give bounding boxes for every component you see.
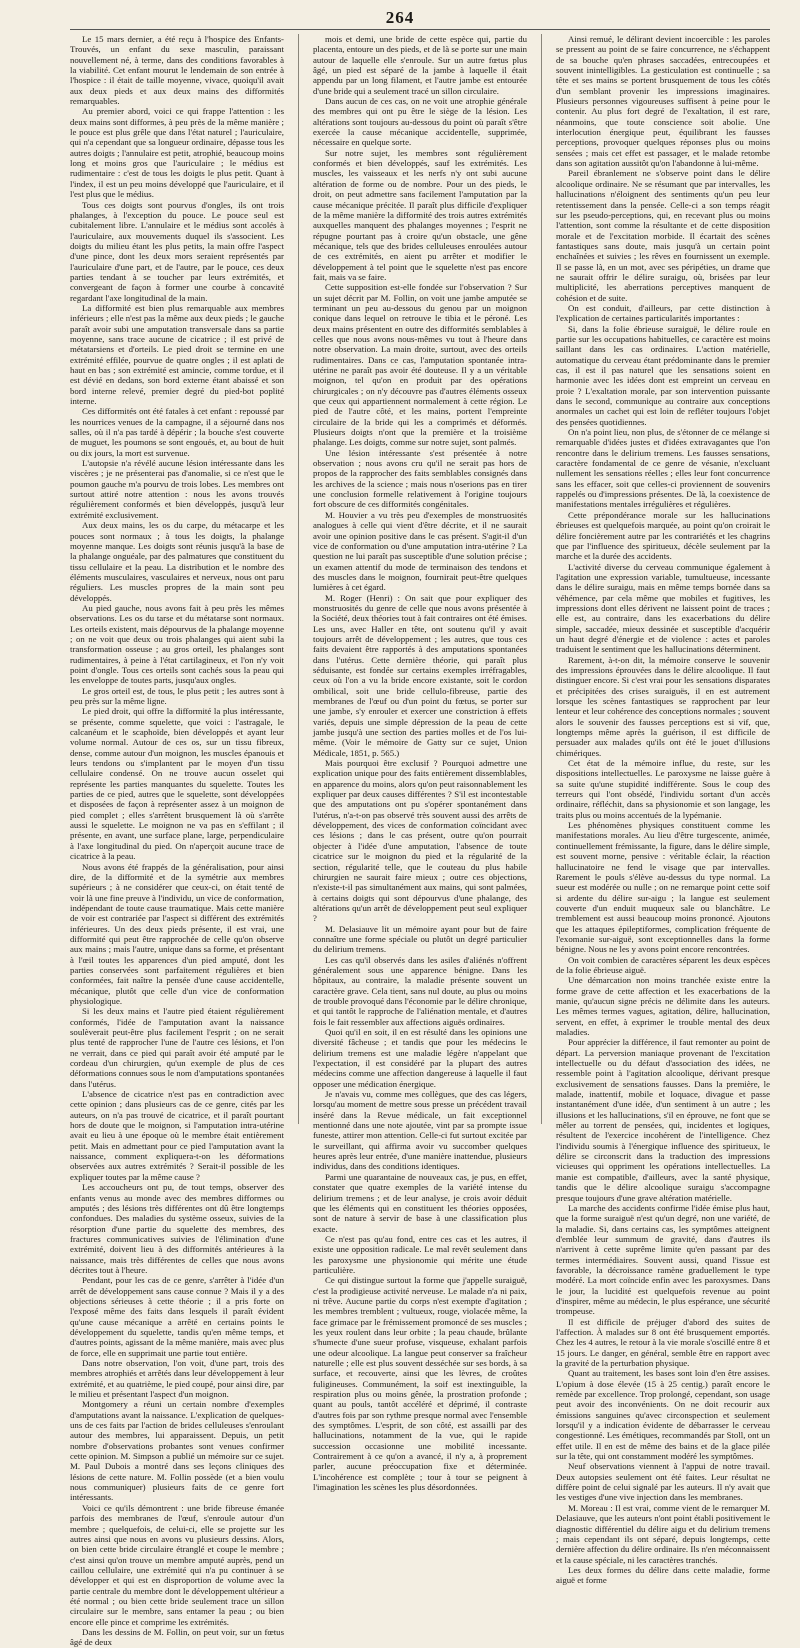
paragraph: Dans les dessins de M. Follin, on peut voir, sur un fœtus âgé de deux	[70, 1626, 284, 1648]
paragraph: Montgomery a réuni un certain nombre d'exemples d'amputations avant la naissance. L'explication de quelques-uns de ces faits par l'action de brides celluleuses s'enroulant autour des membres, lui apparaissent. Depuis, un petit nombre d'observations probantes sont venues confirmer cette opinion. M. Simpson a publié un mémoire sur ce sujet. M. Paul Dubois a montré dans ses leçons cliniques des lésions de cette nature. M. Follin possède (et a bien voulu nous communiquer) plusieurs faits de ce genre fort intéressants.	[70, 1399, 284, 1503]
paragraph: Les cas qu'il observés dans les asiles d'aliénés n'offrent généralement sous une apparence bénigne. Dans les hôpitaux, au contraire, la maladie présente souvent un caractère grave. Cela tient, sans nul doute, au plus ou moins de trouble provoqué dans l'économie par le délire chronique, et qui tantôt le rapproche de l'aliénation mentale, et d'autres fois le fait ressembler aux affections aiguës ordinaires.	[313, 954, 527, 1027]
header-rule	[70, 29, 770, 30]
paragraph: Pareil ébranlement ne s'observe point dans le délire alcoolique ordinaire. Ne se résumant que par intervalles, les hallucinations n'éloignent des sentiments qu'un peu leur retentissement dans la pensée. Celle-ci a son temps réagit sur les pseudo-perceptions, qui, en recevant plus ou moins l'attention, sont comme la résultante et de cette disposition morale et de l'excitation morbide. Il écartait des scènes fantastiques sans doute, mais jusqu'à un certain point enchaînées et suivies ; les rêves en fournissent un exemple. Il se passe là, en un mot, avec ses péripéties, un drame que ne saurait offrir le délire suraigu, où, brisées par leur multiplicité, les aberrations perceptives manquent de cohésion et de suite.	[556, 168, 770, 303]
paragraph: Les phénomènes physiques constituent comme les manifestations morales. Au lieu d'être turgescente, animée, continuellement frémissante, la figure, dans le délire simple, est souvent morne, pensive : véritable éclair, la réaction hallucinatoire ne fend le visage que par intervalles. Rarement le pouls s'élève au-dessus du type normal. La sueur est modérée ou nulle ; on ne remarque point cette soif si ardente du délire sur-aigu ; la langue est seulement couverte d'un enduit muqueux sale ou blanchâtre. Le tremblement est aussi beaucoup moins prononcé. Ajoutons que les attaques épileptiformes, complication fréquente de l'exomanie sur-aiguë, sont exceptionnelles dans la forme bénigne. Nous ne les y avons point encore rencontrées.	[556, 820, 770, 955]
paragraph: mois et demi, une bride de cette espèce qui, partie du placenta, entoure un des pieds, et de là se porte sur une main autour de laquelle elle s'enroule. Sur un autre fœtus plus âgé, un pied est séparé de la jambe à laquelle il était appendu par un long filament, et l'autre jambe est entourée d'une bride qui a seulement tracé un sillon circulaire.	[313, 34, 527, 96]
column-left	[70, 34, 284, 1648]
paragraph: L'activité diverse du cerveau communique également à l'agitation une expression variable, tumultueuse, incessante dans le délire suraigu, mais en même temps bornée dans sa véhémence, par cela même que mobiles et fugitives, les impressions dont elles dérivent ne laissent point de traces ; elle est, au contraire, dans les exacerbations du délire simple, saccadée, mieux dessinée et susceptible d'acquérir un haut degré d'énergie et de violence : actes et paroles traduisent le sentiment que les hallucinations déterminent.	[556, 561, 770, 655]
paragraph: M. Roger (Henri) : On sait que pour expliquer des monstruosités du genre de celle que nous avons présentée à la Société, deux théories tout à fait contraires ont été émises. Les uns, avec Haller en tête, ont soutenu qu'il y avait toujours arrêt de développement ; les autres, que tous ces faits devaient être rapportés à des amputations spontanées dans l'utérus. Cette dernière théorie, qui paraît plus séduisante, est fondée sur certains exemples irréfragables, ceux où l'on a vu la bride encore existante, soit le cordon ombilical, soit une bride cellulo-fibreuse, partie des membranes de l'œuf ou d'un point du fœtus, se porter sur une jambe, s'y enrouler et exercer une constriction à effets variés, depuis une simple dépression de la peau de cette jambe jusqu'à une section des parties molles et de l'os lui-même. (Voir le mémoire de Gatty sur ce sujet, Union Médicale, 1851, p. 565.)	[313, 592, 527, 758]
paragraph: Rarement, à-t-on dit, la mémoire conserve le souvenir des impressions éprouvées dans le délire alcoolique. Il faut distinguer encore. Si c'est vrai pour les sensations disparates et précipitées des crises suraiguës, il en est autrement lorsque les scènes fantastiques se rapprochent par leur lenteur et leur cohérence des conceptions normales ; souvent alors le souvenir des fausses perceptions est si vif, que, longtemps même après la guérison, il est difficile de persuader aux malades qu'ils ont été le jouet d'illusions chimériques.	[556, 654, 770, 758]
paragraph: La difformité est bien plus remarquable aux membres inférieurs ; elle n'est pas la même aux deux pieds ; le gauche paraît avoir subi une amputation transversale dans sa partie moyenne, sans trace aucune de cicatrice ; il est privé de métatarsiens et d'orteils. Le pied droit se termine en une extrémité effilée, pourvue de quatre ongles ; il est aplati de haut en bas ; son extrémité est amincie, comme tordue, et il est dévié en dedans, son bord externe étant abaissé et son bord interne relevé, premier degré du pied-bot poplité interne.	[70, 302, 284, 407]
paragraph: Pour apprécier la différence, il faut remonter au point de départ. La perversion maniaque provenant de l'excitation intellectuelle ou du défaut d'association des idées, ne ressemble point à l'agitation alcoolique, dérivant presque exclusivement de sensations fausses. Dans la première, le malade, inattentif, mobile et loquace, divague et passe instantanément d'une idée, d'un sentiment à un autre ; les illusions et les hallucinations, s'il en éprouve, ne font que se mêler au torrent de pensées, qui, incidentes et logiques, résultent de l'exercice incohérent de l'intelligence. Chez l'individu soumis à l'énergique influence des spiritueux, le délire se circonscrit dans la traduction des impressions vicieuses qui oppriment les opérations intellectuelles. La manie est compatible, d'ailleurs, avec la santé physique, tandis que le délire alcoolique suraigu s'accompagne presque toujours d'une grave altération matérielle.	[556, 1037, 770, 1203]
paragraph: On est conduit, d'ailleurs, par cette distinction à l'explication de certaines particularités importantes :	[556, 302, 770, 324]
paragraph: Parmi une quarantaine de nouveaux cas, je pus, en effet, constater que quatre exemples de la variété intense du delirium tremens ; et de leur analyse, je crois avoir déduit que les éléments qui en constituent les théories opposées, sont de nature à servir de base à une classification plus exacte.	[313, 1171, 527, 1234]
paragraph: M. Houvier a vu très peu d'exemples de monstruosités analogues à celle qui vient d'être décrite, et il ne saurait avoir une opinion positive dans le cas présent. S'agit-il d'un vice de conformation ou d'une amputation intra-utérine ? La question ne lui paraît pas susceptible d'une solution précise ; un examen attentif du mode de terminaison des tendons et des muscles dans le moignon, fournirait peut-être quelques lumières à cet égard.	[313, 509, 527, 593]
paragraph: Quant au traitement, les bases sont loin d'en être assises. L'opium à dose élevée (15 à 25 centig.) paraît encore le remède par excellence. Trop prolongé, cependant, son usage peut avoir des inconvénients. On ne doit recourir aux émissions sanguines qu'avec circonspection et seulement lorsqu'il y a indication évidente de débarrasser le cerveau congestionné. Les émétiques, recommandés par Stoll, ont un effet utile. Il en est de même des bains et de la glace pilée sur la tête, qui ont constamment modéré les symptômes.	[556, 1368, 770, 1462]
paragraph: Aux deux mains, les os du carpe, du métacarpe et les pouces sont normaux ; à tous les doigts, la phalange moyenne manque. Les doigts sont réunis jusqu'à la base de la phalange onguéale, par des palmatures que constituent du tissu cellulaire et la peau. La distribution et le nombre des éléments musculaires, vasculaires et nerveux, nous ont paru réguliers. Les muscles propres de la main sont peu développés.	[70, 520, 284, 603]
paragraph: Cette supposition est-elle fondée sur l'observation ? Sur un sujet décrit par M. Follin, on voit une jambe amputée se terminant un peu au-dessous du genou par un moignon conique dans lequel on retrouve le tibia et le péroné. Les deux mains présentent en outre des difformités semblables à celles que nous avons nous-mêmes vu tout à l'heure dans notre observation. La main droite, surtout, avec des orteils rudimentaires. Dans ce cas, l'amputation spontanée intra-utérine ne paraît pas avoir été douteuse. Il y a un véritable moignon, tel qu'on en produit par des opérations chirurgicales ; on n'y découvre pas d'autres éléments osseux que ceux qui appartiennent normalement à cette région. Le pied de l'autre côté, et les mains, portent l'empreinte circulaire de la bride qui les a comprimés et déformés. Plusieurs doigts n'ont que la première et la troisième phalange. Les doigts, comme sur notre sujet, sont palmés.	[313, 282, 527, 448]
paragraph: On n'a point lieu, non plus, de s'étonner de ce mélange si remarquable d'idées justes et d'idées extravagantes que l'on rencontre dans le delirium tremens. Les fausses sensations, caractère fondamental de ce genre de vésanie, n'excluant nullement les sensations réelles ; elles leur font concurrence sans les effacer, soit que celles-ci proviennent de souvenirs rappelés ou d'impressions présentes. De là, la coexistence de manifestations mentales irrégulières et régulières.	[556, 427, 770, 510]
page-number: 264	[385, 8, 415, 27]
paragraph: L'autopsie n'a révélé aucune lésion intéressante dans les viscères ; je ne présenterai pas d'anomalie, si ce n'est que le poumon gauche m'a pourvu de trois lobes. Les membres ont surtout attiré notre attention : nous les avons trouvés régulièrement conformés et bien développés, jusqu'à leur extrémité exclusivement.	[70, 458, 284, 520]
text-columns	[70, 34, 770, 1648]
paragraph: Le gros orteil est, de tous, le plus petit ; les autres sont à peu près sur la même ligne.	[70, 685, 284, 706]
paragraph: Neuf observations viennent à l'appui de notre travail. Deux autopsies seulement ont été faites. Leur résultat ne diffère point de celui signalé par les auteurs. Il n'y avait que les vestiges d'une vive injection dans les membranes.	[556, 1461, 770, 1503]
paragraph: Je n'avais vu, comme mes collègues, que des cas légers, lorsqu'au moment de mettre sous presse un précédent travail inséré dans la Revue médicale, un fait exceptionnel mentionné dans une note ajoutée, vint par sa prompte issue funeste, attirer mon attention. Celle-ci fut surtout excitée par le surveillant, qui affirma avoir vu succomber quelques heures après leur entrée, d'une manière inattendue, plusieurs individus, dans des conditions identiques.	[313, 1089, 527, 1172]
column-middle	[313, 34, 527, 1493]
paragraph: Pendant, pour les cas de ce genre, s'arrêter à l'idée d'un arrêt de développement sans cause connue ? Mais il y a des objections sérieuses à cette théorie ; il a pris forte on l'exposé même des faits dans lesquels il paraît évident qu'une cause mécanique a arrêté en certains points le développement du squelette, tandis qu'en même temps, et d'autres points, agissant de la même manière, mais avec plus de force, elle en supprimait une partie tout entière.	[70, 1275, 284, 1358]
paragraph: Voici ce qu'ils démontrent : une bride fibreuse émanée parfois des membranes de l'œuf, s'enroule autour d'un membre ; quelquefois, de celui-ci, elle se projette sur les autres ainsi que nous en avons vu plusieurs dessins. Alors, on bien cette bride circulaire étranglé et coupe le membre ; c'est ainsi qu'on trouve un membre amputé auprès, pend un caillou cellulaire, une extrémité qui n'a pu continuer à se développer et qui est en disproportion de volume avec la partie centrale du membre dont le développement ultérieur a été normal ; ou bien cette bride seulement trace un sillon circulaire sur le membre, sans entamer la peau ; ou bien encore elle pince et comprime les extrémités.	[70, 1502, 284, 1627]
paragraph: Dans notre observation, l'on voit, d'une part, trois des membres atrophiés et arrêtés dans leur développement à leur extrémité, et au quatrième, le pied coupé, pour ainsi dire, par le milieu et présentant l'aspect d'un moignon.	[70, 1358, 284, 1400]
paragraph: Le 15 mars dernier, a été reçu à l'hospice des Enfants-Trouvés, un enfant du sexe masculin, paraissant nouvellement né, à terme, dans des conditions favorables à la viabilité. Cet enfant mourut le lendemain de son entrée à l'hospice : il était de taille moyenne, vivace, quoiqu'il avait aux deux pieds et aux deux mains des difformités remarquables.	[70, 34, 284, 107]
paragraph: Ainsi remué, le délirant devient incoercible : les paroles se pressent au point de se faire concurrence, ne s'échappent de sa bouche qu'en phrases saccadées, entrecoupées et souvent inintelligibles. La gesticulation est continuelle ; sa tête et ses mains se portent brusquement de tous les côtés d'un semblant provenir les impressions imaginaires. Plusieurs personnes vigoureuses suffisent à peine pour le contenir. Au plus fort degré de l'exaltation, il est rare, néanmoins, que toute conscience soit abolie. Une interlocution énergique peut, équilibrant les fausses perceptions, provoquer quelques réponses plus ou moins sensées ; mais cet effet est passager, et le malade retombe dans son agitation aussitôt qu'on l'abandonne à lui-même.	[556, 34, 770, 169]
paragraph: Sur notre sujet, les membres sont régulièrement conformés et bien développés, sauf les extrémités. Les muscles, les vaisseaux et les nerfs n'y ont subi aucune altération de forme ou de nombre. Pour un des pieds, le droit, on peut admettre sans facilement l'amputation par la cause mécanique précitée. Il paraît plus difficile d'expliquer de la même manière la difformité des trois autres extrémités auxquelles manquent des phalanges moyennes ; l'esprit ne répugne pourtant pas à croire qu'un obstacle, une gêne mécanique, tels que des brides celluleuses enroulées autour de ces extrémités, en aient pu arrêter et modifier le développement à tel point que le squelette n'est pas encore fait, mais va se faire.	[313, 147, 527, 282]
paragraph: Il est difficile de préjuger d'abord des suites de l'affection. À malades sur 8 ont été brusquement emportés. Chez les 4 autres, le retour à la vie morale s'oscillé entre 8 et 15 jours. Le danger, en général, semble être en rapport avec la gravité de la perturbation physique.	[556, 1316, 770, 1368]
paragraph: Ces difformités ont été fatales à cet enfant : repoussé par les nourrices venues de la campagne, il a séjourné dans nos salles, où il n'a pas tardé à dépérir ; la bouche s'est couverte de muguet, les poumons se sont engoués, et, au bout de huit ou dix jours, la mort est survenue.	[70, 406, 284, 458]
paragraph: Tous ces doigts sont pourvus d'ongles, ils ont trois phalanges, à l'exception du pouce. Le pouce seul est cubitalement libre. L'annulaire et le médius sont accolés à l'auriculaire, aux mouvements duquel ils s'associent. Les doigts du milieu étant les plus petits, la main offre l'aspect d'une pince, dont les deux mors seraient représentés par l'auriculaire d'une part, et de l'autre, par le pouce, ces deux parties tendant à se toucher par leurs extrémités, et convergeant de façon à former une courbe à concavité regardant l'axe longitudinal de la main.	[70, 199, 284, 303]
paragraph: Ce n'est pas qu'au fond, entre ces cas et les autres, il existe une opposition radicale. Le mal revêt seulement dans les paroxysme une physionomie qui mérite une étude particulière.	[313, 1233, 527, 1275]
paragraph: Une lésion intéressante s'est présentée à notre observation ; nous avons cru qu'il ne serait pas hors de propos de la rapprocher des faits semblables consignés dans les archives de la science ; mais nous n'oserions pas en tirer une conclusion formelle relativement à l'origine toujours fort obscure de ces difformités congénitales.	[313, 447, 527, 510]
paragraph: Les deux formes du délire dans cette maladie, forme aiguë et forme	[556, 1564, 770, 1586]
paragraph: On voit combien de caractères séparent les deux espèces de la folie ébrieuse aiguë.	[556, 954, 770, 975]
column-divider	[541, 34, 542, 1124]
paragraph: Au pied gauche, nous avons fait à peu près les mêmes observations. Les os du tarse et du métatarse sont normaux. Les orteils existent, mais dépourvus de la phalange moyenne ; on ne voit que deux ou trois phalanges qui aient subi la transformation osseuse ; au gros orteil, les phalanges sont rudimentaires, à peine à l'état cartilagineux, et l'on n'y voit point d'ongle. Tous ces orteils sont cachés sous la peau qui les enveloppe de toutes parts, jusqu'aux ongles.	[70, 602, 284, 686]
paragraph: Si, dans la folie ébrieuse suraiguë, le délire roule en partie sur les occupations habituelles, ce caractère est moins saillant dans les cas ordinaires. L'action matérielle, automatique du cerveau étant prédominante dans le premier cas, il est il pas naturel que les sensations soient en harmonie avec les idées dont est empreint un cerveau en proie ? L'exaltation morale, par son intervention puissante dans le second, communique au contraire aux conceptions anormales un cachet qui est loin de refléter toujours l'objet des pensées quotidiennes.	[556, 323, 770, 427]
paragraph: Au premier abord, voici ce qui frappe l'attention : les deux mains sont difformes, à peu près de la même manière ; le pouce est plus grêle que dans l'état naturel ; l'auriculaire, qui n'a cependant que sa longueur ordinaire, dépasse tous les autres doigts ; l'annulaire est petit, atrophié, beaucoup moins long et moins gros que l'auriculaire ; le médius est rudimentaire : c'est de tous les doigts le plus petit. Quant à l'index, il est un peu moins développé que l'auriculaire, et il l'est plus que le médius.	[70, 106, 284, 200]
paragraph: Si les deux mains et l'autre pied étaient régulièrement conformés, l'idée de l'amputation avant la naissance soulèverait peut-être plus facilement l'esprit ; on ne serait plus tenté de rapprocher l'une de l'autre ces lésions, et l'on ne verrait, dans ce pied qui paraît avoir été amputé par le cordeau d'un chirurgien, qu'un exemple de plus de ces déformations connues sous le nom d'amputations spontanées dans l'utérus.	[70, 1006, 284, 1089]
paragraph: Cette prépondérance morale sur les hallucinations ébrieuses est quelquefois marquée, au point qu'on croirait le délire foncièrement autre par les contrariétés et les chagrins que par l'influence des spiritueux, décèle seulement par la marche et la durée des accidents.	[556, 509, 770, 562]
paragraph: Les accoucheurs ont pu, de tout temps, observer des enfants venus au monde avec des membres difformes ou amputés ; des lésions très différentes ont dû être longtemps confondues. Des maladies du système osseux, suivies de la résorption d'une partie du squelette des membres, des fractures communicatives suivies de l'élimination d'une extrémité, doivent lieu à des difformités antérieures à la naissance, mais très différentes de celles que nous avons décrites tout à l'heure.	[70, 1182, 284, 1275]
paragraph: Ce qui distingue surtout la forme que j'appelle suraiguë, c'est la prodigieuse activité nerveuse. Le malade n'a ni paix, ni trêve. Aucune partie du corps n'est exempte d'agitation ; les membres tremblent ; vultueux, rouge, violacée même, la face grimace par le frémissement promoncé de ses muscles ; les yeux roulent dans leur orbite ; la peau chaude, brûlante s'humecte d'une sueur profuse, visqueuse, exhalant parfois une odeur alcoolique. La langue peut conserver sa fraîcheur naturelle ; elle est plus souvent desséchée sur ses bords, à sa surface, et recouverte, ainsi que les lèvres, de croûtes fuligineuses. Communément, la soif est inextinguible, la respiration plus ou moins gênée, la prostration profonde ; quant au pouls, tantôt accéléré et déprimé, il contraste d'autres fois par son rythme presque normal avec l'ensemble des symptômes. L'esprit, de son côté, est assailli par des hallucinations, notamment de la vue, qui le rapide succession occasionne une mobilité incessante. Contrairement à ce qu'on a avancé, il n'y a, à proprement parler, aucune préoccupation fixe et déterminée. L'incohérence est complète ; tour à tour se peignent à l'imagination les scènes les plus désordonnées.	[313, 1275, 527, 1493]
paragraph: M. Delasiauve lit un mémoire ayant pour but de faire connaître une forme spéciale ou plutôt un degré particulier du delirium tremens.	[313, 923, 527, 955]
paragraph: Une démarcation non moins tranchée existe entre la forme grave de cette affection et les exacerbations de la manie, qu'aucun signe précis ne délimite dans les auteurs. Les mêmes termes vagues, agitation, délire, hallucination, servent, en effet, à exprimer le trouble mental des deux maladies.	[556, 975, 770, 1037]
paragraph: La marche des accidents confirme l'idée émise plus haut, que la forme suraiguë n'est qu'un degré, non une variété, de la maladie. Si, dans certains cas, les symptômes atteignent d'emblée leur summum de gravité, dans d'autres ils n'arrivent à cette suprême limite qu'en passant par des termes intermédiaires. Souvent aussi, quand l'issue est favorable, la décroissance ramène graduellement le type modéré. La mort coïncide enfin avec les paroxysmes. Dans le jour, la lucidité est quelquefois revenue au point d'inspirer, même au médecin, le plus espérance, une sécurité trompeuse.	[556, 1202, 770, 1317]
paragraph: Le pied droit, qui offre la difformité la plus intéressante, se présente, comme squelette, que voici : l'astragale, le calcanéum et le scaphoïde, bien développés et ayant leur volume normal. Autour de ces os, sur un tissu fibreux, dense, comme autour d'un moignon, les muscles épanouis et leurs tendons ou s'implantent par le moyen d'un tissu cellulaire condensé. On ne trouve aucun osselet qui représente les parties manquantes du squelette. Toutes les parties de ce pied, autres que le squelette, sont développées et disposées de façon à représenter assez à un moignon de pied complet ; elles s'arrêtent brusquement là où s'arrête aussi le squelette. Le moignon ne va pas en s'effilant ; il présente, en avant, une surface plane, large, perpendiculaire à l'axe longitudinal du pied. On n'aperçoit aucune trace de cicatrice à la peau.	[70, 706, 284, 862]
paragraph: L'absence de cicatrice n'est pas en contradiction avec cette opinion ; dans plusieurs cas de ce genre, cités par les auteurs, on n'a pas trouvé de cicatrice, et il paraît pourtant hors de doute que le moignon, si l'amputation intra-utérine avait eu lieu à une époque où le membre était entièrement petit. Mais en admettant pour ce pied l'amputation avant la naissance, comment expliquera-t-on les déformations observées aux autres extrémités ? Serait-il possible de les expliquer toutes par la même cause ?	[70, 1089, 284, 1182]
paragraph: Cet état de la mémoire influe, du reste, sur les dispositions intellectuelles. Le paroxysme ne laisse guère à sa suite qu'une stupidité indifférente. Sous le coup des terreurs qui l'ont obsédé, l'individu sortant d'un accès ordinaire, réfléchit, dans sa physionomie et son langage, les traits plus ou moins accentués de la lypémanie.	[556, 758, 770, 820]
paragraph: Dans aucun de ces cas, on ne voit une atrophie générale des membres qui ont pu être le siège de la lésion. Les altérations sont toujours au-dessous du point où paraît s'être exercée la cause mécanique accidentelle, supprimée, nécessaire en quelque sorte.	[313, 96, 527, 148]
paragraph: Quoi qu'il en soit, il en est résulté dans les opinions une diversité fâcheuse ; et tandis que pour les médecins le delirium tremens est une maladie légère n'appelant que l'expectation, il est considéré par la plupart des autres médecins comme une affection dangereuse à laquelle il faut opposer une médication énergique.	[313, 1027, 527, 1089]
paragraph: Mais pourquoi être exclusif ? Pourquoi admettre une explication unique pour des faits entièrement dissemblables, en apparence du moins, alors qu'on peut raisonnablement les expliquer par deux causes différentes ? S'il est incontestable que des amputations ont pu s'opérer spontanément dans l'utérus, n'a-t-on pas observé très souvent aussi des arrêts de développement, des vices de conformation coïncidant avec ces lésions ; dans le cas présent, outre qu'on pourrait objecter à l'idée d'une amputation, l'absence de toute cicatrice sur le moignon du pied et la régularité de la section, régularité telle, que le couteau du plus habile chirurgien ne saurait faire mieux ; outre ces objections, n'existe-t-il pas simultanément aux mains, qui sont palmées, à certains doigts qui sont dépourvus d'une phalange, des altérations qu'un arrêt de développement peut seul expliquer ?	[313, 758, 527, 924]
column-divider	[298, 34, 299, 1124]
column-right	[556, 34, 770, 1586]
paragraph: Nous avons été frappés de la généralisation, pour ainsi dire, de la difformité et de la symétrie aux membres supérieurs ; à ne considérer que ceux-ci, on était tenté de voir là une fine preuve à l'individu, un vice de conformation, indépendant de toute cause traumatique. Mais cette manière de voir est contrariée par l'aspect si différent des extrémités inférieures. Un des deux pieds présente, il est vrai, une difformité qui peut être rapprochée de celle qu'on observe aux mains ; mais l'autre, unique dans sa forme, et présentant à l'œil toutes les apparences d'un pied amputé, dont les parties conservées sont parfaitement régulières et bien conformées, fait naître la pensée d'une cause accidentelle, mécanique, plutôt que celle d'un vice de conformation physiologique.	[70, 861, 284, 1006]
paragraph: M. Moreau : Il est vrai, comme vient de le remarquer M. Delasiauve, que les auteurs n'ont point établi positivement le diagnostic différentiel du délire aigu et du delirium tremens ; mais cependant ils ont séparé, depuis longtemps, cette dernière affection du délire ordinaire. Ils n'en méconnaissent et la cause spéciale, ni les caractères tranchés.	[556, 1502, 770, 1565]
